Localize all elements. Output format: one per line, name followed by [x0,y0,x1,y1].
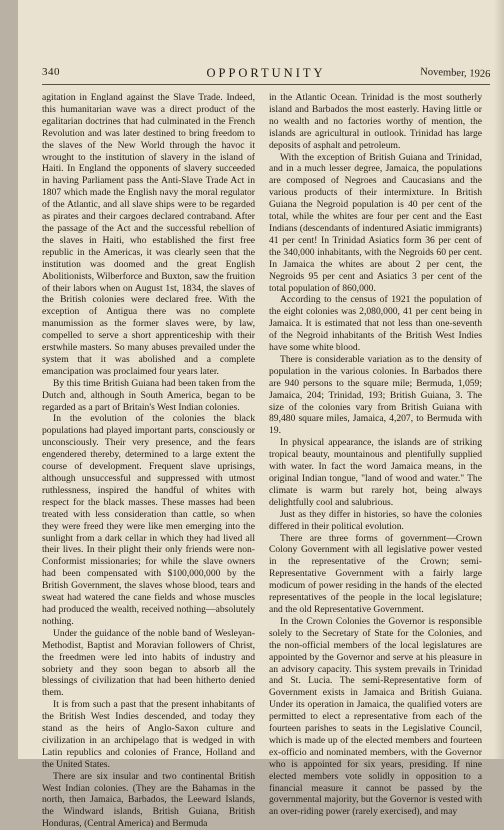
page-edge-shadow [494,0,504,759]
paragraph: In the evolution of the colonies the black populations had played important parts, consciously or unconsciously. Their very presence, and the fears engendered thereby, determined to a large extent the course of development. Frequent slave uprisings, although unsuccessful and suppressed with utmost ruthlessness, inspired the handful of whites with respect for the black masses. These masses had been treated with less consideration than cattle, so when they were freed they were like men emerging into the sunlight from a dark cellar in which they had lived all their lives. In their plight their only friends were non-Conformist missionaries; for while the slave owners had been compensated with $100,000,000 by the British Government, the slaves whose blood, tears and sweat had watered the cane fields and whose muscles had produced the wealth, received nothing—absolutely nothing. [42,413,255,627]
paragraph: In the Crown Colonies the Governor is responsible solely to the Secretary of State for the Colonies, and the non-official members of the local legislatures are appointed by the Governor and serve at his pleasure in an advisory capacity. This system prevails in Trinidad and St. Lucia. The semi-Representative form of Government exists in Jamaica and British Guiana. Under its operation in Jamaica, the qualified voters are permitted to elect a representative from each of the fourteen parishes to seats in the Legislative Council, which is made up of the elected members and fourteen ex-officio and nominated members, with the Governor who is appointed for six years, presiding. If nine elected members vote solidly in opposition to a financial measure it cannot be passed by the governmental majority, but the Governor is vested with an over-riding power (rarely exercised), and may [269,615,482,818]
header-rule [42,84,490,85]
paragraph: By this time British Guiana had been taken from the Dutch and, although in South America, began to be regarded as a part of Britain's West Indian colonies. [42,377,255,413]
paragraph: There are six insular and two continental British West Indian colonies. (They are the Bahamas in the north, then Jamaica, Barbados, the Leeward Islands, the Windward islands, British Guiana, British Honduras, (Central America) and Bermuda [42,770,255,830]
issue-date: November, 1926 [419,66,491,80]
paragraph: agitation in England against the Slave Trade. Indeed, this humanitarian wave was a direct product of the egalitarian doctrines that had culminated in the French Revolution and was later destined to bring freedom to the slaves of the New World through the havoc it wrought to the institution of slavery in the island of Haiti. In England the opponents of slavery succeeded in having Parliament pass the Anti-Slave Trade Act in 1807 which made the English navy the moral regulator of the Atlantic, and all slave ships were to be regarded as pirates and their cargoes declared contraband. After the passage of the Act and the successful rebellion of the slaves in Haiti, who established the first free republic in the Americas, it was clearly seen that the institution was doomed and the great English Abolitionists, Wilberforce and Buxton, saw the fruition of their labors when on August 1st, 1834, the slaves of the British colonies were declared free. With the exception of Antigua there was no complete manumission as the former slaves were, by law, compelled to serve a short apprenticeship with their erstwhile masters. So many abuses prevailed under the system that it was abolished and a complete emancipation was proclaimed four years later. [42,92,255,377]
right-column [269,92,482,818]
page-header [42,66,490,82]
paragraph: Just as they differ in histories, so have the colonies differed in their political evolution. [269,508,482,532]
page-number: 340 [42,66,60,78]
left-column [42,92,255,830]
paragraph: It is from such a past that the present inhabitants of the British West Indies descended, and today they stand as the heirs of Anglo-Saxon culture and civilization in an archipelago that is wedged in with Latin republics and colonies of France, Holland and the United States. [42,699,255,770]
magazine-page [18,0,504,830]
paragraph: in the Atlantic Ocean. Trinidad is the most southerly island and Barbados the most easterly. Having little or no wealth and no factories worthy of mention, the islands are agricultural in outlook. Trinidad has large deposits of asphalt and petroleum. [269,92,482,151]
paragraph: There is considerable variation as to the density of population in the various colonies. In Barbados there are 940 persons to the square mile; Bermuda, 1,059; Jamaica, 204; Trinidad, 193; British Guiana, 3. The size of the colonies vary from British Guiana with 89,480 square miles, Jamaica, 4,207, to Bermuda with 19. [269,353,482,437]
paragraph: Under the guidance of the noble band of Wesleyan-Methodist, Baptist and Moravian followers of Christ, the freedmen were led into habits of industry and sobriety and they soon began to absorb all the blessings of civilization that had been hitherto denied them. [42,627,255,699]
paragraph: According to the census of 1921 the population of the eight colonies was 2,080,000, 41 per cent being in Jamaica. It is estimated that not less than one-seventh of the Negroid inhabitants of the British West Indies have some white blood. [269,294,482,354]
paragraph: In physical appearance, the islands are of striking tropical beauty, mountainous and plentifully supplied with water. In fact the word Jamaica means, in the original Indian tongue, "land of wood and water." The climate is warm but rarely hot, being always delightfully cool and salubrious. [269,437,482,508]
journal-title: OPPORTUNITY [206,66,326,80]
paragraph: With the exception of British Guiana and Trinidad, and in a much lesser degree, Jamaica, the populations are composed of Negroes and Caucasians and the various products of their intermixture. In British Guiana the Negroid population is 40 per cent of the total, while the whites are four per cent and the East Indians (descendants of indentured Asiatic immigrants) 41 per cent! In Trinidad Asiatics form 36 per cent of the 340,000 inhabitants, with the Negroids 60 per cent. In Jamaica the whites are about 2 per cent, the Negroids 95 per cent and Asiatics 3 per cent of the total population of 860,000. [269,151,482,294]
paragraph: There are three forms of government—Crown Colony Government with all legislative power vested in the representative of the Crown; semi-Representative Government with a fairly large modicum of power residing in the hands of the elected representatives of the people in the local legislature; and the old Representative Government. [269,532,482,615]
